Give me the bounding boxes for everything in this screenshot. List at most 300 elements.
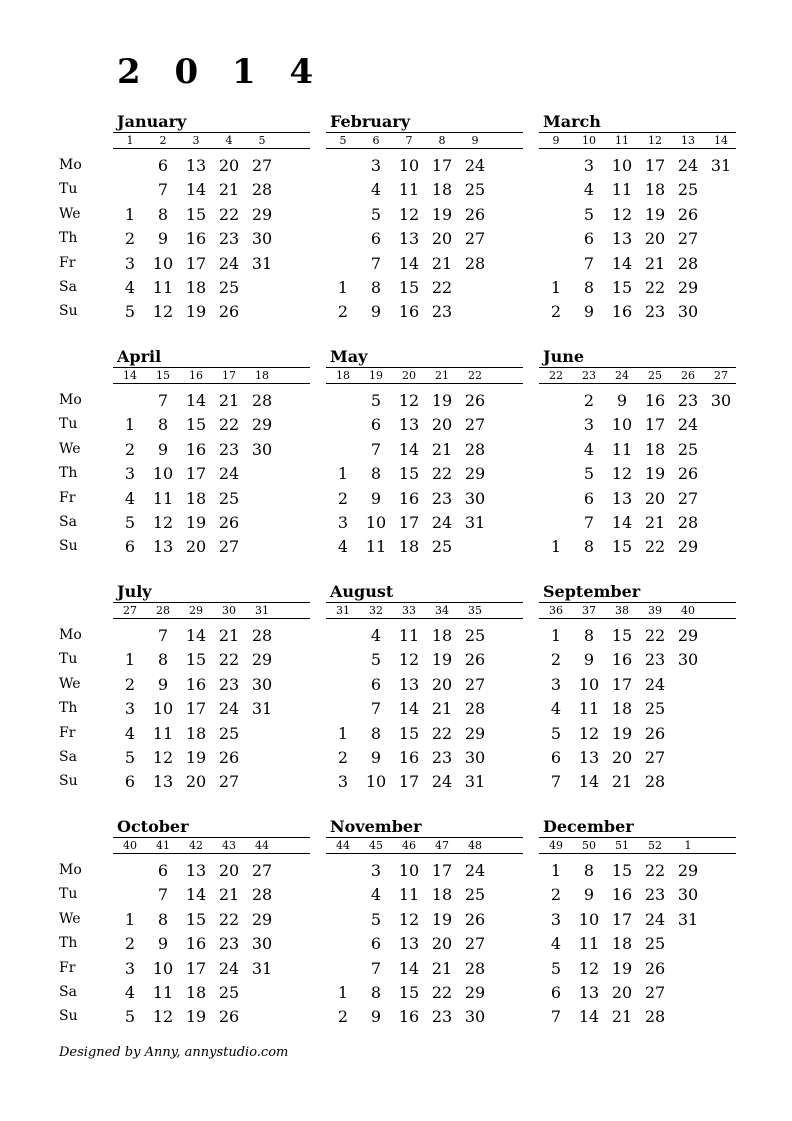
day-cell: 14 xyxy=(611,254,633,273)
day-cell: 19 xyxy=(185,1007,207,1026)
day-cell: 15 xyxy=(398,983,420,1002)
day-cell: 3 xyxy=(550,910,562,929)
day-name-fr: Fr xyxy=(59,960,76,976)
day-cell: 3 xyxy=(370,861,382,880)
week-number: 4 xyxy=(225,134,233,147)
day-cell: 15 xyxy=(611,861,633,880)
day-cell: 26 xyxy=(464,205,486,224)
day-cell: 3 xyxy=(583,415,595,434)
day-cell: 30 xyxy=(251,229,273,248)
day-cell: 23 xyxy=(431,1007,453,1026)
day-cell: 28 xyxy=(464,440,486,459)
day-cell: 7 xyxy=(370,254,382,273)
week-number: 5 xyxy=(258,134,266,147)
week-number: 14 xyxy=(123,369,137,382)
day-cell: 26 xyxy=(464,391,486,410)
day-cell: 30 xyxy=(464,748,486,767)
day-cell: 30 xyxy=(677,885,699,904)
day-cell: 26 xyxy=(677,205,699,224)
day-cell: 28 xyxy=(251,885,273,904)
week-number: 1 xyxy=(126,134,134,147)
day-cell: 19 xyxy=(644,205,666,224)
day-cell: 25 xyxy=(677,180,699,199)
day-cell: 12 xyxy=(611,464,633,483)
day-cell: 5 xyxy=(550,724,562,743)
day-cell: 26 xyxy=(677,464,699,483)
day-cell: 19 xyxy=(431,910,453,929)
day-cell: 26 xyxy=(218,302,240,321)
day-cell: 22 xyxy=(431,983,453,1002)
day-cell: 30 xyxy=(251,675,273,694)
day-cell: 1 xyxy=(550,278,562,297)
day-cell: 5 xyxy=(583,205,595,224)
day-cell: 14 xyxy=(185,391,207,410)
day-cell: 21 xyxy=(218,626,240,645)
month-name: October xyxy=(117,817,189,836)
day-cell: 18 xyxy=(644,440,666,459)
week-number: 8 xyxy=(438,134,446,147)
day-cell: 27 xyxy=(644,983,666,1002)
day-name-mo: Mo xyxy=(59,392,82,408)
day-cell: 8 xyxy=(157,205,169,224)
day-cell: 7 xyxy=(550,772,562,791)
day-cell: 8 xyxy=(583,861,595,880)
day-cell: 9 xyxy=(583,650,595,669)
day-cell: 20 xyxy=(611,983,633,1002)
day-cell: 24 xyxy=(218,959,240,978)
day-name-we: We xyxy=(59,676,81,692)
week-number: 3 xyxy=(192,134,200,147)
day-name-tu: Tu xyxy=(59,416,78,432)
day-cell: 27 xyxy=(251,861,273,880)
day-cell: 14 xyxy=(611,513,633,532)
month-october xyxy=(113,817,310,1027)
week-number-row xyxy=(113,837,310,854)
day-cell: 28 xyxy=(677,513,699,532)
day-cell: 1 xyxy=(550,861,562,880)
day-cell: 18 xyxy=(431,885,453,904)
week-number: 51 xyxy=(615,839,629,852)
month-april xyxy=(113,347,310,557)
week-number: 17 xyxy=(222,369,236,382)
month-january xyxy=(113,112,310,322)
day-cell: 10 xyxy=(365,513,387,532)
day-cell: 21 xyxy=(611,1007,633,1026)
week-number: 30 xyxy=(222,604,236,617)
day-cell: 2 xyxy=(337,748,349,767)
week-number: 18 xyxy=(255,369,269,382)
day-cell: 22 xyxy=(431,724,453,743)
week-number-row xyxy=(113,602,310,619)
day-cell: 13 xyxy=(611,229,633,248)
day-cell: 21 xyxy=(431,440,453,459)
day-cell: 11 xyxy=(578,699,600,718)
day-cell: 11 xyxy=(611,440,633,459)
month-name: May xyxy=(330,347,368,366)
week-number: 14 xyxy=(714,134,728,147)
month-name: September xyxy=(543,582,641,601)
week-number: 20 xyxy=(402,369,416,382)
week-number: 9 xyxy=(471,134,479,147)
day-cell: 6 xyxy=(583,489,595,508)
day-cell: 24 xyxy=(431,772,453,791)
day-cell: 22 xyxy=(218,205,240,224)
day-cell: 6 xyxy=(370,229,382,248)
year-title: 2 0 1 4 xyxy=(117,52,325,92)
day-cell: 29 xyxy=(251,650,273,669)
week-number: 31 xyxy=(336,604,350,617)
day-cell: 18 xyxy=(644,180,666,199)
day-cell: 6 xyxy=(550,983,562,1002)
day-cell: 19 xyxy=(185,513,207,532)
week-number: 36 xyxy=(549,604,563,617)
day-cell: 18 xyxy=(185,278,207,297)
day-cell: 24 xyxy=(218,254,240,273)
day-cell: 5 xyxy=(370,650,382,669)
day-cell: 14 xyxy=(578,1007,600,1026)
day-cell: 16 xyxy=(398,489,420,508)
day-cell: 29 xyxy=(464,983,486,1002)
day-cell: 31 xyxy=(464,772,486,791)
day-cell: 2 xyxy=(550,302,562,321)
day-name-sa: Sa xyxy=(59,279,77,295)
day-cell: 19 xyxy=(611,724,633,743)
week-number-row xyxy=(539,367,736,384)
month-may xyxy=(326,347,523,557)
day-cell: 28 xyxy=(464,699,486,718)
day-cell: 9 xyxy=(157,675,169,694)
day-cell: 28 xyxy=(251,391,273,410)
day-name-sa: Sa xyxy=(59,984,77,1000)
month-name: December xyxy=(543,817,634,836)
day-cell: 3 xyxy=(124,959,136,978)
day-cell: 15 xyxy=(398,724,420,743)
day-cell: 25 xyxy=(464,885,486,904)
day-cell: 29 xyxy=(677,626,699,645)
day-cell: 3 xyxy=(550,675,562,694)
day-cell: 2 xyxy=(124,934,136,953)
day-cell: 10 xyxy=(152,464,174,483)
day-cell: 20 xyxy=(218,156,240,175)
day-cell: 7 xyxy=(157,885,169,904)
day-cell: 20 xyxy=(644,229,666,248)
day-cell: 12 xyxy=(578,724,600,743)
day-cell: 9 xyxy=(370,1007,382,1026)
week-number: 41 xyxy=(156,839,170,852)
day-cell: 9 xyxy=(583,302,595,321)
day-cell: 28 xyxy=(251,180,273,199)
day-cell: 16 xyxy=(611,885,633,904)
day-cell: 24 xyxy=(218,464,240,483)
day-cell: 13 xyxy=(578,983,600,1002)
day-cell: 25 xyxy=(677,440,699,459)
day-cell: 5 xyxy=(124,513,136,532)
day-cell: 15 xyxy=(185,415,207,434)
month-name: August xyxy=(330,582,394,601)
month-november xyxy=(326,817,523,1027)
week-number: 44 xyxy=(255,839,269,852)
day-cell: 25 xyxy=(218,724,240,743)
week-number: 35 xyxy=(468,604,482,617)
day-cell: 10 xyxy=(152,959,174,978)
credit-line: Designed by Anny, annystudio.com xyxy=(59,1045,289,1060)
day-cell: 23 xyxy=(677,391,699,410)
week-number-row xyxy=(539,132,736,149)
day-cell: 1 xyxy=(337,278,349,297)
month-september xyxy=(539,582,736,792)
day-cell: 7 xyxy=(157,626,169,645)
day-cell: 29 xyxy=(464,724,486,743)
week-number: 47 xyxy=(435,839,449,852)
day-name-sa: Sa xyxy=(59,749,77,765)
day-cell: 8 xyxy=(583,278,595,297)
day-cell: 20 xyxy=(611,748,633,767)
day-cell: 19 xyxy=(185,748,207,767)
day-cell: 8 xyxy=(157,910,169,929)
day-cell: 25 xyxy=(644,934,666,953)
day-cell: 23 xyxy=(431,302,453,321)
day-cell: 20 xyxy=(431,934,453,953)
day-cell: 10 xyxy=(578,675,600,694)
day-cell: 24 xyxy=(677,156,699,175)
day-cell: 8 xyxy=(583,537,595,556)
month-name: July xyxy=(117,582,152,601)
day-cell: 2 xyxy=(124,229,136,248)
day-cell: 15 xyxy=(185,205,207,224)
day-cell: 26 xyxy=(644,724,666,743)
day-cell: 1 xyxy=(124,415,136,434)
week-number: 13 xyxy=(681,134,695,147)
day-cell: 10 xyxy=(398,861,420,880)
day-cell: 4 xyxy=(370,885,382,904)
week-number: 49 xyxy=(549,839,563,852)
day-cell: 27 xyxy=(464,415,486,434)
week-number: 28 xyxy=(156,604,170,617)
day-name-we: We xyxy=(59,206,81,222)
day-cell: 9 xyxy=(370,302,382,321)
week-number: 9 xyxy=(552,134,560,147)
day-cell: 6 xyxy=(370,675,382,694)
day-cell: 17 xyxy=(185,254,207,273)
day-cell: 26 xyxy=(218,1007,240,1026)
day-cell: 12 xyxy=(398,391,420,410)
week-number: 11 xyxy=(615,134,629,147)
day-cell: 13 xyxy=(611,489,633,508)
day-cell: 2 xyxy=(337,489,349,508)
day-cell: 24 xyxy=(644,910,666,929)
month-march xyxy=(539,112,736,322)
day-cell: 17 xyxy=(431,156,453,175)
week-number: 7 xyxy=(405,134,413,147)
day-cell: 2 xyxy=(337,302,349,321)
week-number: 26 xyxy=(681,369,695,382)
day-cell: 8 xyxy=(370,464,382,483)
day-cell: 18 xyxy=(431,626,453,645)
day-cell: 5 xyxy=(550,959,562,978)
day-cell: 9 xyxy=(616,391,628,410)
day-cell: 1 xyxy=(124,205,136,224)
day-cell: 14 xyxy=(185,885,207,904)
month-name: January xyxy=(117,112,187,131)
day-cell: 27 xyxy=(218,772,240,791)
day-cell: 9 xyxy=(370,748,382,767)
week-number: 23 xyxy=(582,369,596,382)
day-cell: 3 xyxy=(583,156,595,175)
day-cell: 8 xyxy=(583,626,595,645)
day-cell: 26 xyxy=(464,650,486,669)
day-cell: 13 xyxy=(398,229,420,248)
week-number: 2 xyxy=(159,134,167,147)
day-name-su: Su xyxy=(59,538,78,554)
week-number: 27 xyxy=(714,369,728,382)
day-cell: 11 xyxy=(578,934,600,953)
day-cell: 23 xyxy=(644,885,666,904)
day-cell: 8 xyxy=(370,278,382,297)
day-cell: 15 xyxy=(398,278,420,297)
day-cell: 6 xyxy=(370,415,382,434)
day-cell: 29 xyxy=(677,861,699,880)
day-name-mo: Mo xyxy=(59,627,82,643)
day-cell: 10 xyxy=(578,910,600,929)
day-cell: 28 xyxy=(644,1007,666,1026)
day-cell: 22 xyxy=(644,278,666,297)
day-cell: 28 xyxy=(464,254,486,273)
day-cell: 6 xyxy=(124,772,136,791)
day-cell: 6 xyxy=(550,748,562,767)
day-cell: 7 xyxy=(370,959,382,978)
day-cell: 29 xyxy=(677,278,699,297)
week-number: 48 xyxy=(468,839,482,852)
day-cell: 11 xyxy=(152,724,174,743)
day-cell: 18 xyxy=(398,537,420,556)
day-cell: 16 xyxy=(185,229,207,248)
day-cell: 3 xyxy=(337,513,349,532)
day-cell: 7 xyxy=(157,391,169,410)
day-name-mo: Mo xyxy=(59,862,82,878)
day-cell: 17 xyxy=(398,772,420,791)
week-number: 24 xyxy=(615,369,629,382)
day-cell: 16 xyxy=(185,675,207,694)
day-cell: 19 xyxy=(431,650,453,669)
day-cell: 19 xyxy=(431,391,453,410)
day-cell: 1 xyxy=(550,537,562,556)
day-cell: 14 xyxy=(398,699,420,718)
day-cell: 31 xyxy=(251,699,273,718)
day-cell: 23 xyxy=(218,934,240,953)
week-number: 31 xyxy=(255,604,269,617)
day-cell: 31 xyxy=(251,254,273,273)
day-cell: 12 xyxy=(152,513,174,532)
day-cell: 28 xyxy=(251,626,273,645)
day-cell: 20 xyxy=(185,537,207,556)
day-cell: 13 xyxy=(398,675,420,694)
week-number: 46 xyxy=(402,839,416,852)
day-cell: 8 xyxy=(370,724,382,743)
day-cell: 8 xyxy=(370,983,382,1002)
day-name-th: Th xyxy=(59,465,78,481)
day-cell: 3 xyxy=(124,464,136,483)
day-cell: 30 xyxy=(251,440,273,459)
day-cell: 7 xyxy=(583,254,595,273)
day-cell: 1 xyxy=(550,626,562,645)
week-number: 45 xyxy=(369,839,383,852)
week-number: 19 xyxy=(369,369,383,382)
day-cell: 29 xyxy=(677,537,699,556)
day-cell: 19 xyxy=(431,205,453,224)
day-name-fr: Fr xyxy=(59,490,76,506)
day-cell: 13 xyxy=(398,415,420,434)
day-cell: 14 xyxy=(398,254,420,273)
day-cell: 6 xyxy=(370,934,382,953)
day-cell: 11 xyxy=(152,278,174,297)
day-cell: 10 xyxy=(611,156,633,175)
day-cell: 30 xyxy=(710,391,732,410)
day-cell: 29 xyxy=(251,205,273,224)
day-cell: 16 xyxy=(644,391,666,410)
day-cell: 19 xyxy=(644,464,666,483)
day-cell: 17 xyxy=(431,861,453,880)
week-number-row xyxy=(113,132,310,149)
day-cell: 20 xyxy=(185,772,207,791)
day-cell: 20 xyxy=(431,415,453,434)
week-number: 44 xyxy=(336,839,350,852)
day-cell: 3 xyxy=(124,699,136,718)
day-cell: 24 xyxy=(431,513,453,532)
day-cell: 2 xyxy=(550,650,562,669)
day-cell: 27 xyxy=(677,489,699,508)
day-cell: 13 xyxy=(185,861,207,880)
day-cell: 22 xyxy=(644,626,666,645)
day-cell: 10 xyxy=(398,156,420,175)
day-cell: 14 xyxy=(398,959,420,978)
day-cell: 21 xyxy=(431,254,453,273)
day-cell: 23 xyxy=(218,675,240,694)
day-cell: 15 xyxy=(398,464,420,483)
day-name-su: Su xyxy=(59,1008,78,1024)
day-cell: 4 xyxy=(370,626,382,645)
day-cell: 22 xyxy=(431,278,453,297)
week-number-row xyxy=(113,367,310,384)
day-cell: 30 xyxy=(677,302,699,321)
day-cell: 9 xyxy=(370,489,382,508)
day-cell: 7 xyxy=(550,1007,562,1026)
week-number: 21 xyxy=(435,369,449,382)
day-cell: 23 xyxy=(644,650,666,669)
month-name: February xyxy=(330,112,411,131)
week-number-row xyxy=(326,837,523,854)
day-cell: 17 xyxy=(398,513,420,532)
day-cell: 14 xyxy=(398,440,420,459)
month-name: June xyxy=(543,347,585,366)
day-cell: 24 xyxy=(464,156,486,175)
day-cell: 12 xyxy=(152,1007,174,1026)
day-cell: 4 xyxy=(124,983,136,1002)
day-cell: 1 xyxy=(124,650,136,669)
week-number: 16 xyxy=(189,369,203,382)
day-cell: 23 xyxy=(218,229,240,248)
day-cell: 27 xyxy=(644,748,666,767)
week-number: 5 xyxy=(339,134,347,147)
day-cell: 18 xyxy=(185,724,207,743)
day-cell: 16 xyxy=(611,302,633,321)
day-cell: 4 xyxy=(370,180,382,199)
day-cell: 11 xyxy=(365,537,387,556)
day-cell: 20 xyxy=(644,489,666,508)
week-number: 43 xyxy=(222,839,236,852)
day-cell: 6 xyxy=(583,229,595,248)
day-cell: 31 xyxy=(710,156,732,175)
day-cell: 6 xyxy=(124,537,136,556)
